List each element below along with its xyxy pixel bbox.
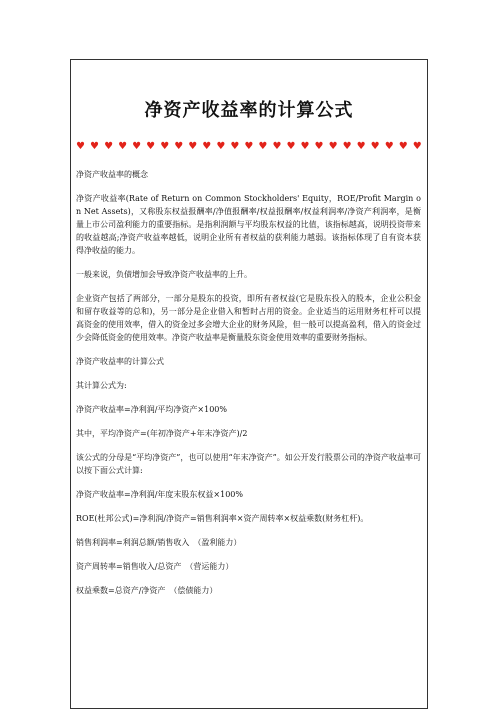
heart-icon: ♥ bbox=[328, 141, 338, 152]
heart-icon: ♥ bbox=[104, 141, 114, 152]
heart-icon: ♥ bbox=[174, 141, 184, 152]
heart-icon: ♥ bbox=[76, 141, 85, 152]
heart-icon: ♥ bbox=[146, 141, 156, 152]
paragraph-definition: 净资产收益率(Rate of Return on Common Stockholders' Equity，ROE/Profit Margin on Net Assets)，又称股东权益报酬率/净值报酬率/权益报酬率/权益利润率/净资产利润率，是衡量上市公司盈利能力的重要指标。是指利润额与平均股东权益的比值，该指标越高，说明投资带来的收益越高;净资产收益率越低，说明企业所有者权益的获利能力越弱。该指标体现了自有资本获得净收益的能力。 bbox=[76, 194, 421, 255]
heart-icon: ♥ bbox=[342, 141, 352, 152]
heart-icon: ♥ bbox=[132, 141, 142, 152]
paragraph-assets: 企业资产包括了两部分，一部分是股东的投资，即所有者权益(它是股东投入的股本，企业公积金和留存收益等的总和)，另一部分是企业借入和暂时占用的资金。企业适当的运用财务杠杆可以提高资金的使用效率，借入的资金过多会增大企业的财务风险，但一般可以提高盈利，借入的资金过少会降低资金的使用效率。净资产收益率是衡量股东资金使用效率的重要财务指标。 bbox=[76, 294, 421, 342]
heart-icon: ♥ bbox=[244, 141, 254, 152]
heart-icon: ♥ bbox=[230, 141, 240, 152]
formula-sales-margin: 销售利润率=利润总额/销售收入 （盈利能力） bbox=[76, 538, 242, 547]
formula-equity-multiplier: 权益乘数=总资产/净资产 （偿债能力） bbox=[76, 586, 218, 595]
paragraph-debt-effect: 一般来说，负债增加会导致净资产收益率的上升。 bbox=[76, 270, 252, 279]
paragraph-denominator: 该公式的分母是“平均净资产”，也可以使用“年末净资产”。如公开发行股票公司的净资产收益率可以按下面公式计算: bbox=[76, 453, 421, 475]
formula-asset-turnover: 资产周转率=销售收入/总资产 （营运能力） bbox=[76, 562, 234, 571]
heart-divider bbox=[76, 141, 422, 153]
formula-dupont: ROE(杜邦公式)=净利润/净资产=销售利润率×资产周转率×权益乘数(财务杠杆)。 bbox=[76, 514, 369, 523]
document-frame bbox=[70, 59, 428, 709]
document-title: 净资产收益率的计算公式 bbox=[144, 100, 354, 121]
heart-icon: ♥ bbox=[258, 141, 268, 152]
heart-icon: ♥ bbox=[300, 141, 310, 152]
heart-icon: ♥ bbox=[90, 141, 99, 152]
heart-icon: ♥ bbox=[286, 141, 296, 152]
heart-icon: ♥ bbox=[398, 141, 408, 152]
heart-icon: ♥ bbox=[216, 141, 226, 152]
section-heading-formula: 净资产收益率的计算公式 bbox=[76, 357, 164, 366]
heart-icon: ♥ bbox=[118, 141, 128, 152]
heart-icon: ♥ bbox=[202, 141, 212, 152]
document-body bbox=[76, 168, 421, 608]
heart-icon: ♥ bbox=[356, 141, 366, 152]
heart-icon: ♥ bbox=[272, 141, 282, 152]
heart-icon: ♥ bbox=[314, 141, 324, 152]
paragraph-formula-intro: 其计算公式为: bbox=[76, 381, 127, 390]
section-heading-concept: 净资产收益率的概念 bbox=[76, 170, 148, 179]
formula-roe: 净资产收益率=净利润/平均净资产×100% bbox=[76, 405, 227, 414]
heart-icon: ♥ bbox=[188, 141, 198, 152]
heart-icon: ♥ bbox=[384, 141, 394, 152]
formula-roe-year-end: 净资产收益率=净利润/年度末股东权益×100% bbox=[76, 490, 243, 499]
formula-average-net-assets: 其中，平均净资产=(年初净资产+年末净资产)/2 bbox=[76, 429, 248, 438]
heart-icon: ♥ bbox=[370, 141, 380, 152]
heart-icon: ♥ bbox=[160, 141, 170, 152]
heart-icon: ♥ bbox=[412, 141, 422, 152]
